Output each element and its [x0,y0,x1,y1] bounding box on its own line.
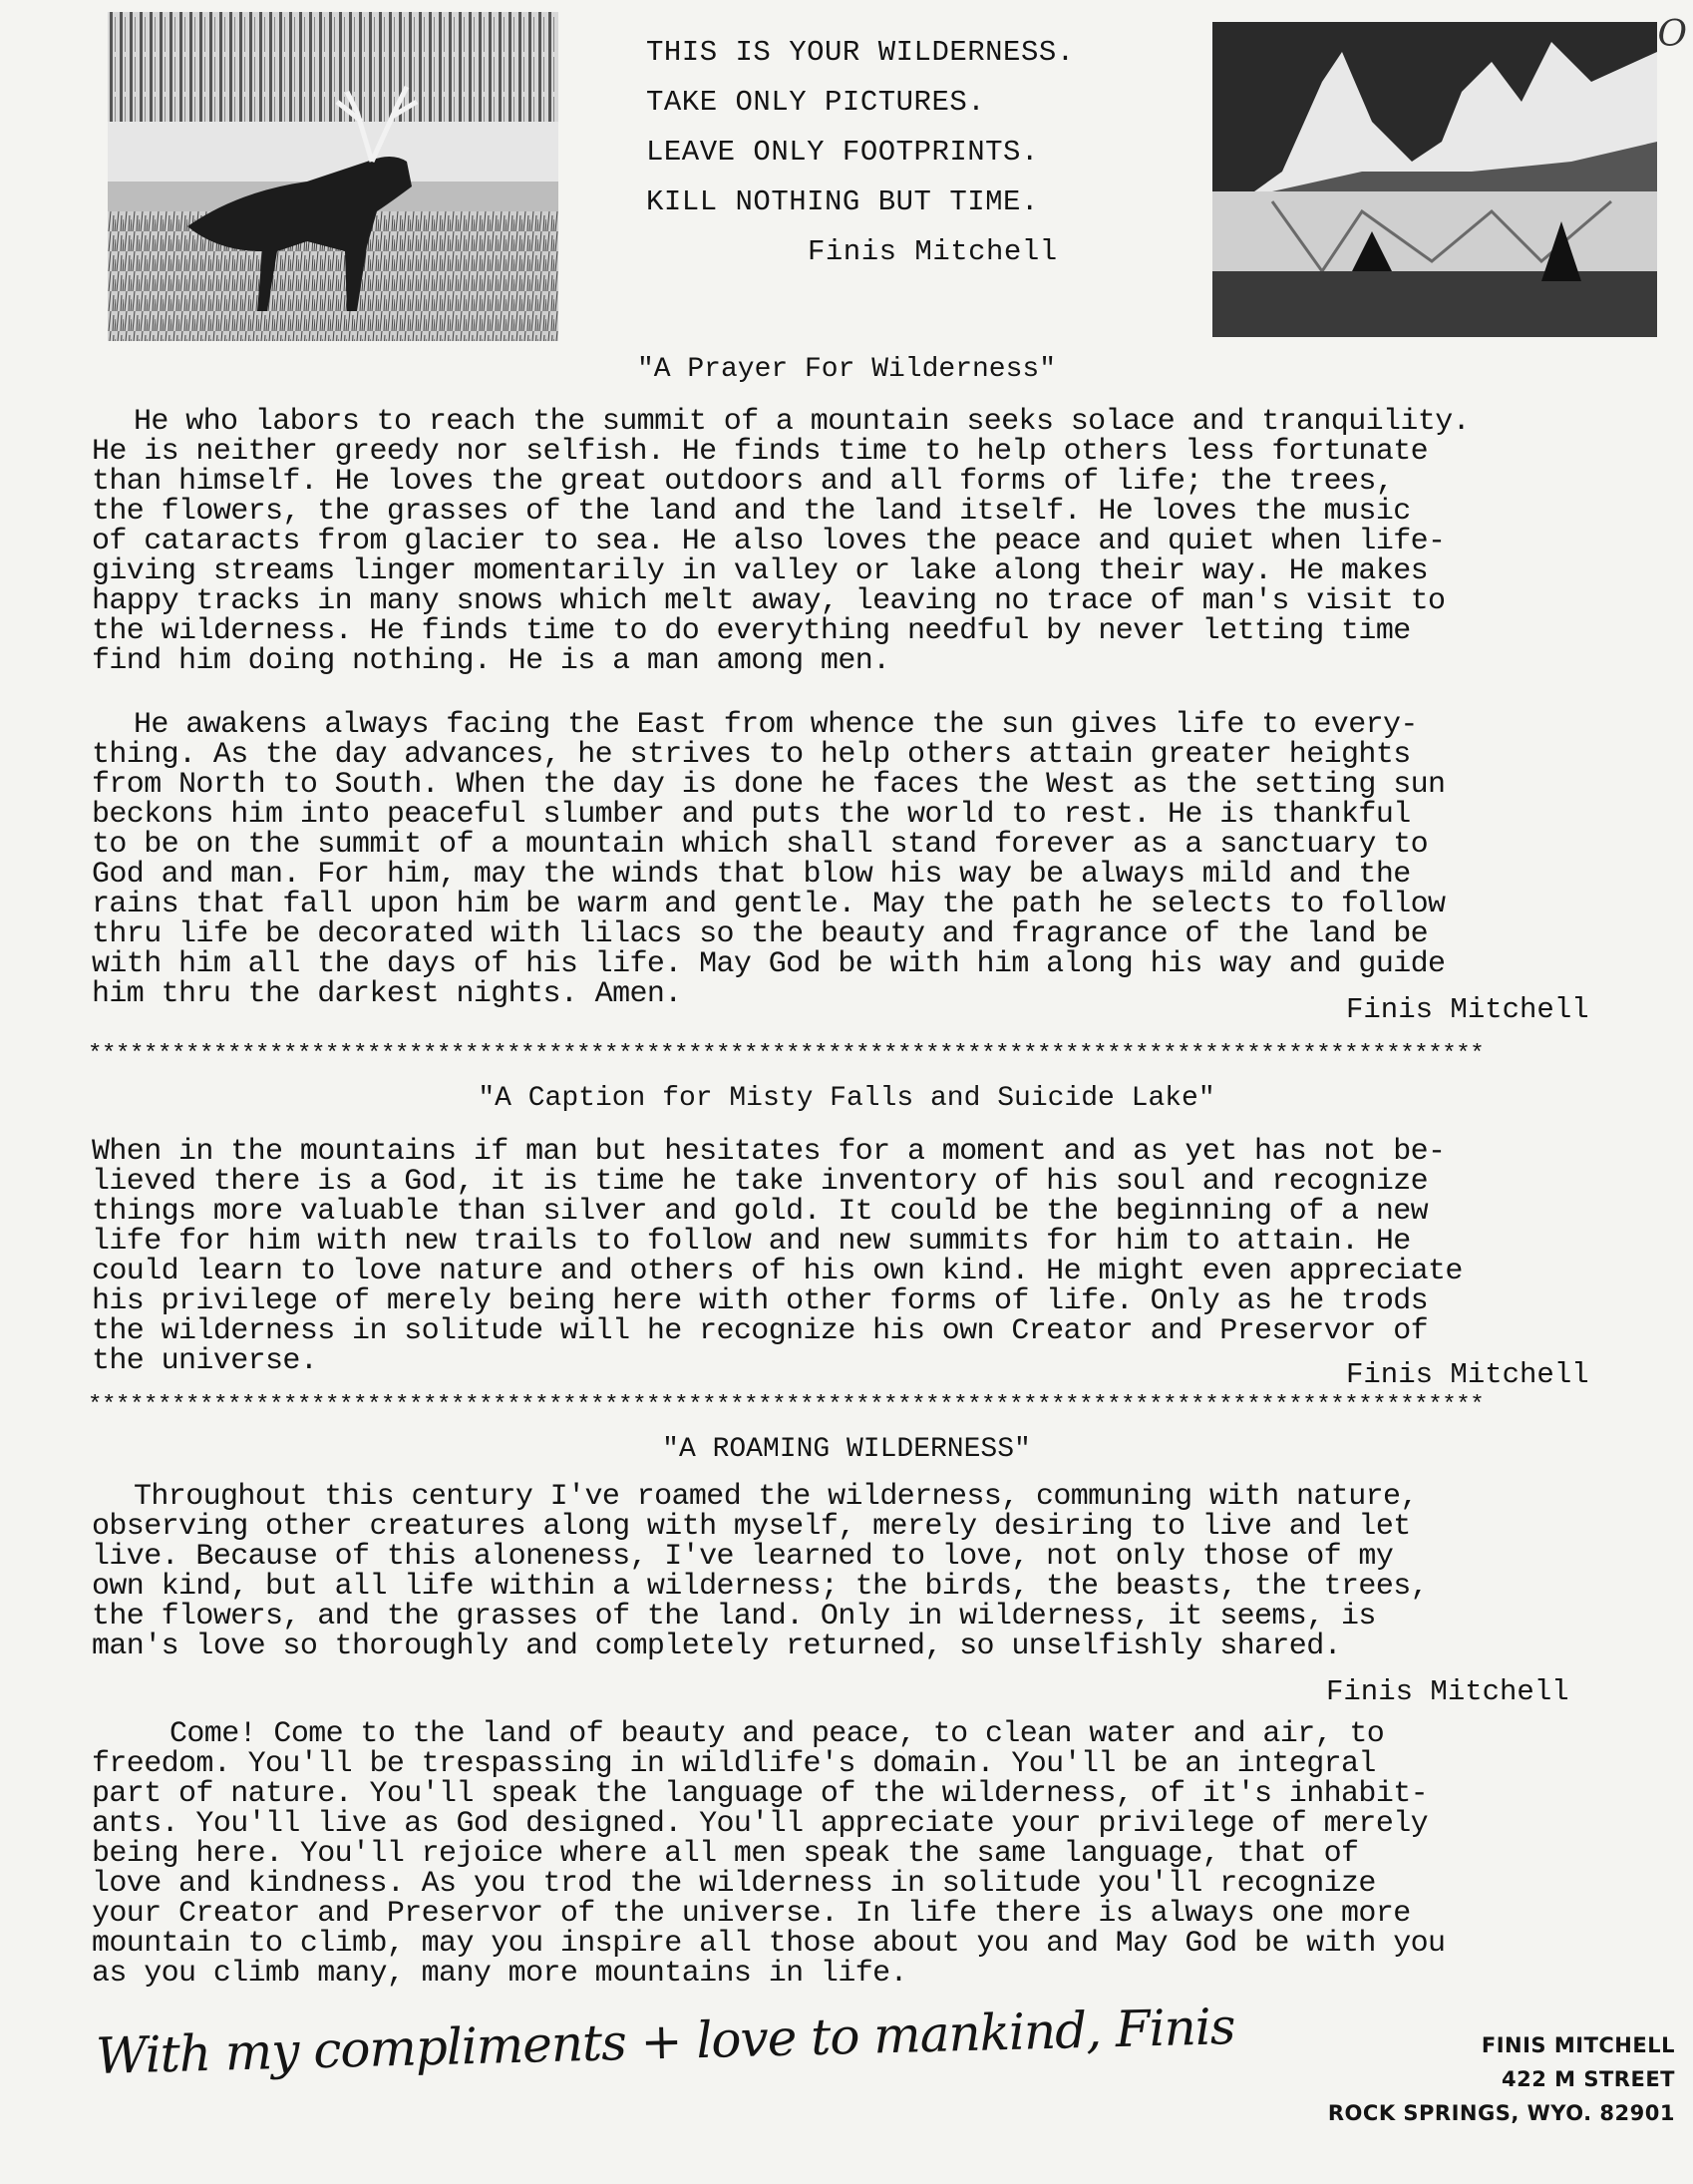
come-paragraph [92,1719,1669,1989]
text-line: God and man. For him, may the winds that blow his way be always mild and the [92,858,1411,892]
text-line: as you climb many, many more mountains in life. [92,1957,907,1991]
text-line: He is neither greedy nor selfish. He finds time to help others less fortunate [92,435,1429,469]
text-line: rains that fall upon him be warm and gentle. May the path he selects to follow [92,888,1446,921]
text-line: lieved there is a God, it is time he take inventory of his soul and recognize [92,1165,1429,1199]
text-line: to be on the summit of a mountain which shall stand forever as a sanctuary to [92,828,1429,862]
caption-title: "A Caption for Misty Falls and Suicide Lake" [478,1083,1215,1114]
prayer-signature: Finis Mitchell [1346,993,1589,1026]
text-line: Throughout this century I've roamed the wilderness, communing with nature, [134,1480,1418,1514]
text-line: the wilderness. He finds time to do everything needful by never letting time [92,614,1411,648]
mountain-lake-illustration [1212,22,1657,337]
caption-signature: Finis Mitchell [1346,1358,1589,1391]
text-line: When in the mountains if man but hesitates for a moment and as yet has not be- [92,1135,1446,1169]
stamp-line: FINIS MITCHELL [1481,2033,1675,2057]
roaming-title: "A ROAMING WILDERNESS" [662,1434,1031,1465]
text-line: observing other creatures along with myself, merely desiring to live and let [92,1510,1411,1544]
motto-line: KILL NOTHING BUT TIME. [646,185,1039,218]
elk-illustration [108,12,558,341]
text-line: part of nature. You'll speak the language of the wilderness, of it's inhabit- [92,1777,1429,1811]
text-line: from North to South. When the day is done he faces the West as the setting sun [92,768,1446,802]
prayer-paragraph-2 [92,710,1669,1009]
text-line: your Creator and Preservor of the universe. In life there is always one more [92,1897,1411,1931]
text-line: He who labors to reach the summit of a mountain seeks solace and tranquility. [134,405,1471,439]
prayer-title: "A Prayer For Wilderness" [636,354,1057,385]
motto-signature: Finis Mitchell [808,235,1058,268]
text-line: the flowers, the grasses of the land and the land itself. He loves the music [92,495,1411,529]
text-line: find him doing nothing. He is a man among men. [92,644,890,678]
text-line: giving streams linger momentarily in valley or lake along their way. He makes [92,554,1429,588]
caption-paragraph [92,1137,1669,1376]
text-line: him thru the darkest nights. Amen. [92,977,682,1011]
text-line: live. Because of this aloneness, I've learned to love, not only those of my [92,1540,1394,1574]
text-line: man's love so thoroughly and completely returned, so unselfishly shared. [92,1630,1342,1663]
motto-line: THIS IS YOUR WILDERNESS. [646,36,1075,69]
text-line: love and kindness. As you trod the wilderness in solitude you'll recognize [92,1867,1376,1901]
corner-mark: O [1657,14,1687,55]
motto-line: TAKE ONLY PICTURES. [646,86,986,119]
lake-photo [1212,22,1657,337]
text-line: freedom. You'll be trespassing in wildlife's domain. You'll be an integral [92,1747,1376,1781]
text-line: the flowers, and the grasses of the land. Only in wilderness, it seems, is [92,1600,1376,1634]
text-line: his privilege of merely being here with other forms of life. Only as he trods [92,1284,1429,1318]
motto-block [646,28,1165,277]
text-line: than himself. He loves the great outdoors and all forms of life; the trees, [92,465,1394,499]
stamp-line: ROCK SPRINGS, WYO. 82901 [1327,2101,1675,2125]
text-line: things more valuable than silver and gold. It could be the beginning of a new [92,1195,1429,1229]
text-line: happy tracks in many snows which melt away, leaving no trace of man's visit to [92,584,1446,618]
text-line: the universe. [92,1344,318,1378]
text-line: could learn to love nature and others of his own kind. He might even appreciate [92,1255,1463,1288]
text-line: Come! Come to the land of beauty and peace, to clean water and air, to [169,1717,1385,1751]
text-line: thing. As the day advances, he strives to help others attain greater heights [92,738,1411,772]
text-line: with him all the days of his life. May God be with him along his way and guide [92,947,1446,981]
text-line: ants. You'll live as God designed. You'll appreciate your privilege of merely [92,1807,1429,1841]
text-line: beckons him into peaceful slumber and puts the world to rest. He is thankful [92,798,1411,832]
text-line: of cataracts from glacier to sea. He also loves the peace and quiet when life- [92,525,1446,558]
address-stamp [1306,2028,1675,2130]
text-line: own kind, but all life within a wilderness; the birds, the beasts, the trees, [92,1570,1429,1604]
text-line: life for him with new trails to follow and new summits for him to attain. He [92,1225,1411,1259]
text-line: thru life be decorated with lilacs so the beauty and fragrance of the land be [92,917,1429,951]
text-line: the wilderness in solitude will he recognize his own Creator and Preservor of [92,1314,1429,1348]
star-divider: **************************************************************************************************** [88,1394,1485,1418]
text-line: He awakens always facing the East from whence the sun gives life to every- [134,708,1418,742]
text-line: being here. You'll rejoice where all men speak the same language, that of [92,1837,1359,1871]
roaming-signature: Finis Mitchell [1326,1675,1569,1708]
elk-photo [108,12,558,341]
motto-line: LEAVE ONLY FOOTPRINTS. [646,136,1039,169]
prayer-paragraph-1 [92,407,1669,676]
stamp-line: 422 M STREET [1502,2067,1675,2091]
star-divider: **************************************************************************************************** [88,1043,1485,1067]
roaming-paragraph [92,1482,1669,1661]
handwritten-note: With my compliments + love to mankind, Finis [95,1998,1236,2085]
text-line: mountain to climb, may you inspire all those about you and May God be with you [92,1927,1446,1961]
